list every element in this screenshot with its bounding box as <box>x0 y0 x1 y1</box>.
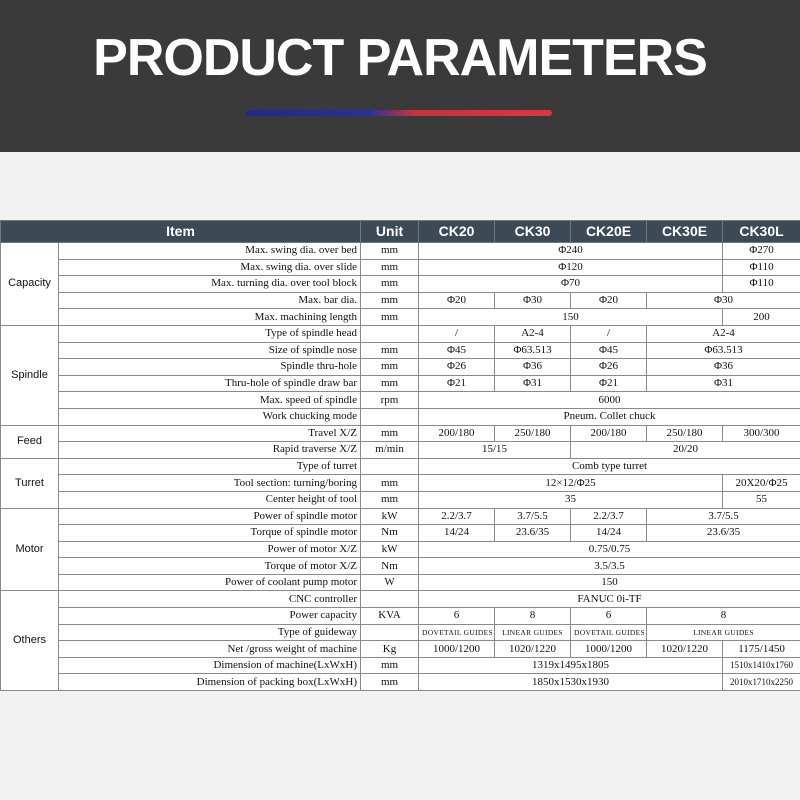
header-model: CK20 <box>419 221 495 243</box>
header-model: CK30 <box>495 221 571 243</box>
header-model: CK30L <box>723 221 800 243</box>
table-row <box>1 442 800 459</box>
value-cell: 3.7/5.5 <box>495 508 571 525</box>
unit-cell: KVA <box>361 608 419 625</box>
value-cell: 8 <box>647 608 800 625</box>
value-cell: 2.2/3.7 <box>419 508 495 525</box>
value-cell: 200/180 <box>419 425 495 442</box>
page-title: PRODUCT PARAMETERS <box>93 29 707 87</box>
unit-cell: mm <box>361 475 419 492</box>
table-row <box>1 425 800 442</box>
item-label: CNC controller <box>59 591 361 608</box>
unit-cell: Nm <box>361 558 419 575</box>
value-cell: / <box>419 325 495 342</box>
value-cell: DOVETAIL GUIDES <box>571 624 647 641</box>
item-label: Net /gross weight of machine <box>59 641 361 658</box>
unit-cell <box>361 591 419 608</box>
value-cell: 12×12/Φ25 <box>419 475 723 492</box>
value-cell: 3.7/5.5 <box>647 508 800 525</box>
value-cell: Φ36 <box>647 359 800 376</box>
item-label: Work chucking mode <box>59 408 361 425</box>
value-cell: 3.5/3.5 <box>419 558 800 575</box>
value-cell: Φ26 <box>571 359 647 376</box>
value-cell: Comb type turret <box>419 458 800 475</box>
value-cell: 0.75/0.75 <box>419 541 800 558</box>
value-cell: 1020/1220 <box>647 641 723 658</box>
value-cell: DOVETAIL GUIDES <box>419 624 495 641</box>
item-label: Max. swing dia. over bed <box>59 243 361 260</box>
table-row <box>1 292 800 309</box>
item-label: Tool section: turning/boring <box>59 475 361 492</box>
value-cell: 150 <box>419 574 800 591</box>
table-row <box>1 243 800 260</box>
value-cell: Φ110 <box>723 259 800 276</box>
group-label: Others <box>1 591 59 691</box>
value-cell: 14/24 <box>571 525 647 542</box>
item-label: Dimension of machine(LxWxH) <box>59 657 361 674</box>
value-cell: A2-4 <box>495 325 571 342</box>
item-label: Rapid traverse X/Z <box>59 442 361 459</box>
table-row <box>1 309 800 326</box>
value-cell: 23.6/35 <box>647 525 800 542</box>
unit-cell: mm <box>361 375 419 392</box>
value-cell: A2-4 <box>647 325 800 342</box>
unit-cell: mm <box>361 425 419 442</box>
item-label: Max. swing dia. over slide <box>59 259 361 276</box>
value-cell: Φ31 <box>495 375 571 392</box>
header-row <box>1 221 800 243</box>
value-cell: LINEAR GUIDES <box>647 624 800 641</box>
table-row <box>1 458 800 475</box>
unit-cell: mm <box>361 243 419 260</box>
value-cell: 6000 <box>419 392 800 409</box>
value-cell: Φ45 <box>571 342 647 359</box>
unit-cell: mm <box>361 674 419 691</box>
value-cell: 250/180 <box>647 425 723 442</box>
header-unit: Unit <box>361 221 419 243</box>
table-row <box>1 276 800 293</box>
value-cell: Φ31 <box>647 375 800 392</box>
value-cell: 200/180 <box>571 425 647 442</box>
item-label: Power capacity <box>59 608 361 625</box>
value-cell: FANUC 0i-TF <box>419 591 800 608</box>
table-row <box>1 541 800 558</box>
value-cell: 14/24 <box>419 525 495 542</box>
item-label: Power of motor X/Z <box>59 541 361 558</box>
value-cell: Φ21 <box>571 375 647 392</box>
value-cell: Φ26 <box>419 359 495 376</box>
value-cell: Φ30 <box>647 292 800 309</box>
unit-cell: kW <box>361 508 419 525</box>
value-cell: Φ270 <box>723 243 800 260</box>
value-cell: 1850x1530x1930 <box>419 674 723 691</box>
unit-cell: mm <box>361 342 419 359</box>
product-parameters-table <box>0 220 800 691</box>
item-label: Max. turning dia. over tool block <box>59 276 361 293</box>
item-label: Thru-hole of spindle draw bar <box>59 375 361 392</box>
value-cell: LINEAR GUIDES <box>495 624 571 641</box>
value-cell: 55 <box>723 491 800 508</box>
unit-cell: mm <box>361 309 419 326</box>
table-row <box>1 375 800 392</box>
value-cell: 23.6/35 <box>495 525 571 542</box>
item-label: Torque of spindle motor <box>59 525 361 542</box>
group-label: Turret <box>1 458 59 508</box>
unit-cell: W <box>361 574 419 591</box>
unit-cell: mm <box>361 491 419 508</box>
value-cell: Φ20 <box>571 292 647 309</box>
unit-cell <box>361 624 419 641</box>
table-row <box>1 641 800 658</box>
item-label: Torque of motor X/Z <box>59 558 361 575</box>
item-label: Travel X/Z <box>59 425 361 442</box>
value-cell: 1020/1220 <box>495 641 571 658</box>
unit-cell <box>361 408 419 425</box>
value-cell: Φ63.513 <box>647 342 800 359</box>
value-cell: 1510x1410x1760 <box>723 657 800 674</box>
item-label: Type of spindle head <box>59 325 361 342</box>
value-cell: Φ120 <box>419 259 723 276</box>
unit-cell: Nm <box>361 525 419 542</box>
header-model: CK30E <box>647 221 723 243</box>
table-row <box>1 558 800 575</box>
value-cell: 1175/1450 <box>723 641 800 658</box>
value-cell: 8 <box>495 608 571 625</box>
table-row <box>1 624 800 641</box>
table-row <box>1 392 800 409</box>
group-label: Capacity <box>1 243 59 326</box>
value-cell: 150 <box>419 309 723 326</box>
value-cell: 20X20/Φ25 <box>723 475 800 492</box>
value-cell: Φ63.513 <box>495 342 571 359</box>
value-cell: Φ70 <box>419 276 723 293</box>
unit-cell: mm <box>361 276 419 293</box>
header-banner <box>0 0 800 152</box>
table-row <box>1 657 800 674</box>
value-cell: 1319x1495x1805 <box>419 657 723 674</box>
unit-cell <box>361 458 419 475</box>
unit-cell: mm <box>361 359 419 376</box>
item-label: Max. bar dia. <box>59 292 361 309</box>
value-cell: / <box>571 325 647 342</box>
value-cell: 2010x1710x2250 <box>723 674 800 691</box>
value-cell: Pneum. Collet chuck <box>419 408 800 425</box>
table-row <box>1 591 800 608</box>
table-row <box>1 508 800 525</box>
unit-cell: rpm <box>361 392 419 409</box>
value-cell: 200 <box>723 309 800 326</box>
header-item: Item <box>1 221 361 243</box>
unit-cell: mm <box>361 259 419 276</box>
table-row <box>1 359 800 376</box>
item-label: Max. speed of spindle <box>59 392 361 409</box>
unit-cell: mm <box>361 292 419 309</box>
title-accent-bar <box>246 110 552 116</box>
item-label: Spindle thru-hole <box>59 359 361 376</box>
table-row <box>1 259 800 276</box>
value-cell: 35 <box>419 491 723 508</box>
item-label: Power of spindle motor <box>59 508 361 525</box>
value-cell: 300/300 <box>723 425 800 442</box>
value-cell: 1000/1200 <box>571 641 647 658</box>
table-row <box>1 491 800 508</box>
item-label: Type of turret <box>59 458 361 475</box>
value-cell: 250/180 <box>495 425 571 442</box>
value-cell: Φ240 <box>419 243 723 260</box>
value-cell: 6 <box>571 608 647 625</box>
table-row <box>1 342 800 359</box>
value-cell: Φ45 <box>419 342 495 359</box>
item-label: Center height of tool <box>59 491 361 508</box>
value-cell: 2.2/3.7 <box>571 508 647 525</box>
item-label: Size of spindle nose <box>59 342 361 359</box>
value-cell: 6 <box>419 608 495 625</box>
value-cell: 15/15 <box>419 442 571 459</box>
item-label: Power of coolant pump motor <box>59 574 361 591</box>
table-row <box>1 574 800 591</box>
unit-cell: m/min <box>361 442 419 459</box>
table-row <box>1 475 800 492</box>
unit-cell: mm <box>361 657 419 674</box>
value-cell: Φ21 <box>419 375 495 392</box>
value-cell: Φ20 <box>419 292 495 309</box>
value-cell: 1000/1200 <box>419 641 495 658</box>
item-label: Max. machining length <box>59 309 361 326</box>
table-row <box>1 408 800 425</box>
unit-cell: Kg <box>361 641 419 658</box>
header-model: CK20E <box>571 221 647 243</box>
group-label: Spindle <box>1 325 59 425</box>
value-cell: Φ36 <box>495 359 571 376</box>
group-label: Motor <box>1 508 59 591</box>
item-label: Dimension of packing box(LxWxH) <box>59 674 361 691</box>
group-label: Feed <box>1 425 59 458</box>
value-cell: 20/20 <box>571 442 800 459</box>
table-row <box>1 525 800 542</box>
value-cell: Φ110 <box>723 276 800 293</box>
table-row <box>1 674 800 691</box>
unit-cell: kW <box>361 541 419 558</box>
unit-cell <box>361 325 419 342</box>
table-row <box>1 608 800 625</box>
item-label: Type of guideway <box>59 624 361 641</box>
value-cell: Φ30 <box>495 292 571 309</box>
table-row <box>1 325 800 342</box>
